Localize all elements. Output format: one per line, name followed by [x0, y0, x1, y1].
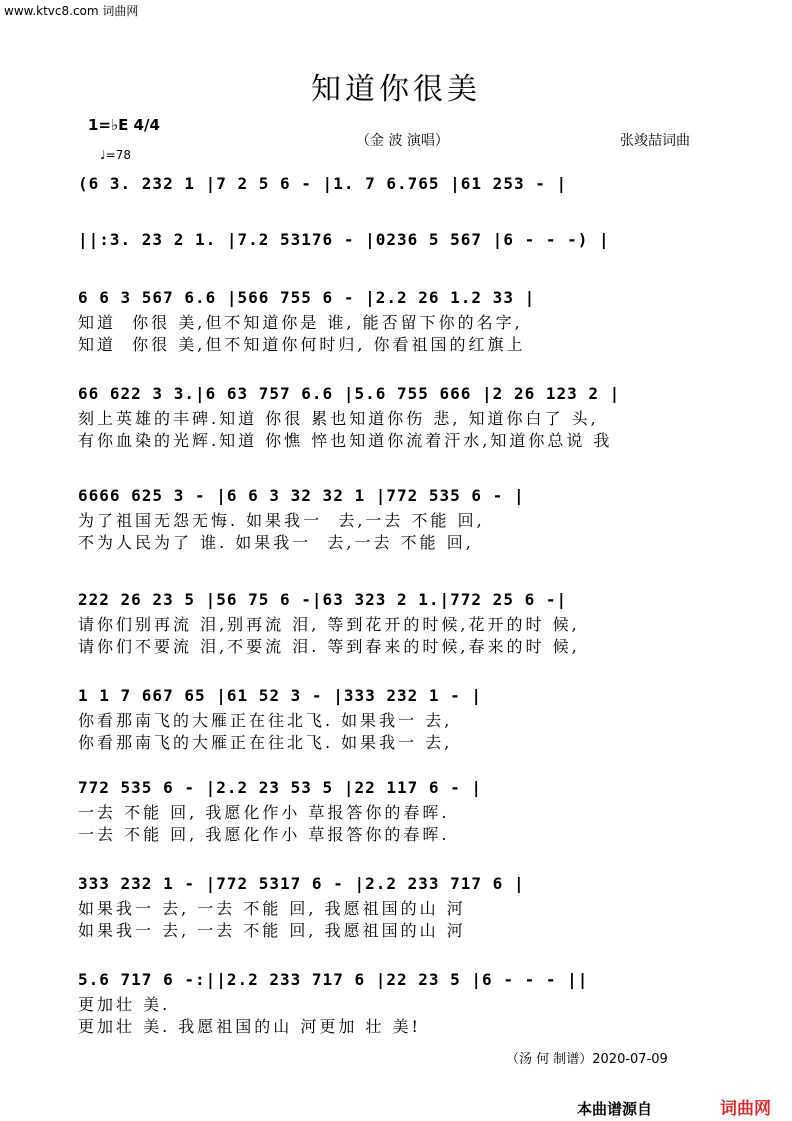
- transcriber-credit: （汤 何 制谱）2020-07-09: [506, 1052, 668, 1067]
- notation-line: 222 26 23 5 |56 75 6 -|63 323 2 1.|772 25 6 -|: [78, 590, 568, 609]
- singer-credit: （金 波 演唱）: [356, 133, 449, 149]
- lyric-line-2: 知道 你很 美,但不知道你何时归, 你看祖国的红旗上: [78, 335, 526, 354]
- lyric-line-1: 为了祖国无怨无悔. 如果我一 去,一去 不能 回,: [78, 511, 485, 530]
- lyric-line-1: 刻上英雄的丰碑.知道 你很 累也知道你伤 悲, 知道你白了 头,: [78, 409, 599, 428]
- page-title: 知道你很美: [311, 72, 481, 107]
- lyric-line-1: 知道 你很 美,但不知道你是 谁, 能否留下你的名字,: [78, 313, 523, 332]
- score-row: [78, 288, 718, 354]
- site-logo[interactable]: 词曲网: [720, 1099, 771, 1119]
- key-signature: 1=♭E 4/4: [88, 116, 160, 134]
- notation-line: 1 1 7 667 65 |61 52 3 - |333 232 1 - |: [78, 686, 483, 705]
- score-row: [78, 874, 718, 940]
- score-row: [78, 590, 718, 656]
- lyric-line-2: 请你们不要流 泪,不要流 泪. 等到春来的时候,春来的时 候,: [78, 637, 580, 656]
- notation-line: 6 6 3 567 6.6 |566 755 6 - |2.2 26 1.2 33 |: [78, 288, 536, 307]
- notation-line: 772 535 6 - |2.2 23 53 5 |22 117 6 - |: [78, 778, 483, 797]
- score-row: [78, 486, 718, 552]
- score-row: [78, 384, 718, 450]
- lyric-line-1: 一去 不能 回, 我愿化作小 草报答你的春晖.: [78, 803, 450, 822]
- notation-line: 6666 625 3 - |6 6 3 32 32 1 |772 535 6 - |: [78, 486, 525, 505]
- tempo-mark: ♩=78: [100, 148, 131, 162]
- notation-line: ||:3. 23 2 1. |7.2 53176 - |0236 5 567 |6 - - -) |: [78, 230, 610, 249]
- lyric-line-1: 更加壮 美.: [78, 995, 171, 1014]
- lyric-line-2: 更加壮 美. 我愿祖国的山 河更加 壮 美!: [78, 1017, 421, 1036]
- score-row: [78, 230, 718, 252]
- lyric-line-2: 你看那南飞的大雁正在往北飞. 如果我一 去,: [78, 733, 453, 752]
- notation-line: 5.6 717 6 -:||2.2 233 717 6 |22 23 5 |6 - - - ||: [78, 970, 589, 989]
- lyric-line-2: 如果我一 去, 一去 不能 回, 我愿祖国的山 河: [78, 921, 466, 940]
- lyric-line-1: 你看那南飞的大雁正在往北飞. 如果我一 去,: [78, 711, 453, 730]
- score-row: [78, 778, 718, 844]
- lyric-line-1: 如果我一 去, 一去 不能 回, 我愿祖国的山 河: [78, 899, 466, 918]
- source-text: 本曲谱源自: [577, 1100, 653, 1118]
- notation-line: 66 622 3 3.|6 63 757 6.6 |5.6 755 666 |2 26 123 2 |: [78, 384, 621, 403]
- notation-line: (6 3. 232 1 |7 2 5 6 - |1. 7 6.765 |61 253 - |: [78, 174, 568, 193]
- score-row: [78, 174, 718, 196]
- site-url: www.ktvc8.com 词曲网: [4, 4, 139, 18]
- score-row: [78, 686, 718, 752]
- lyric-line-1: 请你们别再流 泪,别再流 泪, 等到花开的时候,花开的时 候,: [78, 615, 580, 634]
- composer-credit: 张竣喆词曲: [620, 133, 690, 149]
- lyric-line-2: 不为人民为了 谁. 如果我一 去,一去 不能 回,: [78, 533, 474, 552]
- score-row: [78, 970, 718, 1036]
- lyric-line-2: 有你血染的光辉.知道 你憔 悴也知道你流着汗水,知道你总说 我: [78, 431, 613, 450]
- lyric-line-2: 一去 不能 回, 我愿化作小 草报答你的春晖.: [78, 825, 450, 844]
- notation-line: 333 232 1 - |772 5317 6 - |2.2 233 717 6 |: [78, 874, 525, 893]
